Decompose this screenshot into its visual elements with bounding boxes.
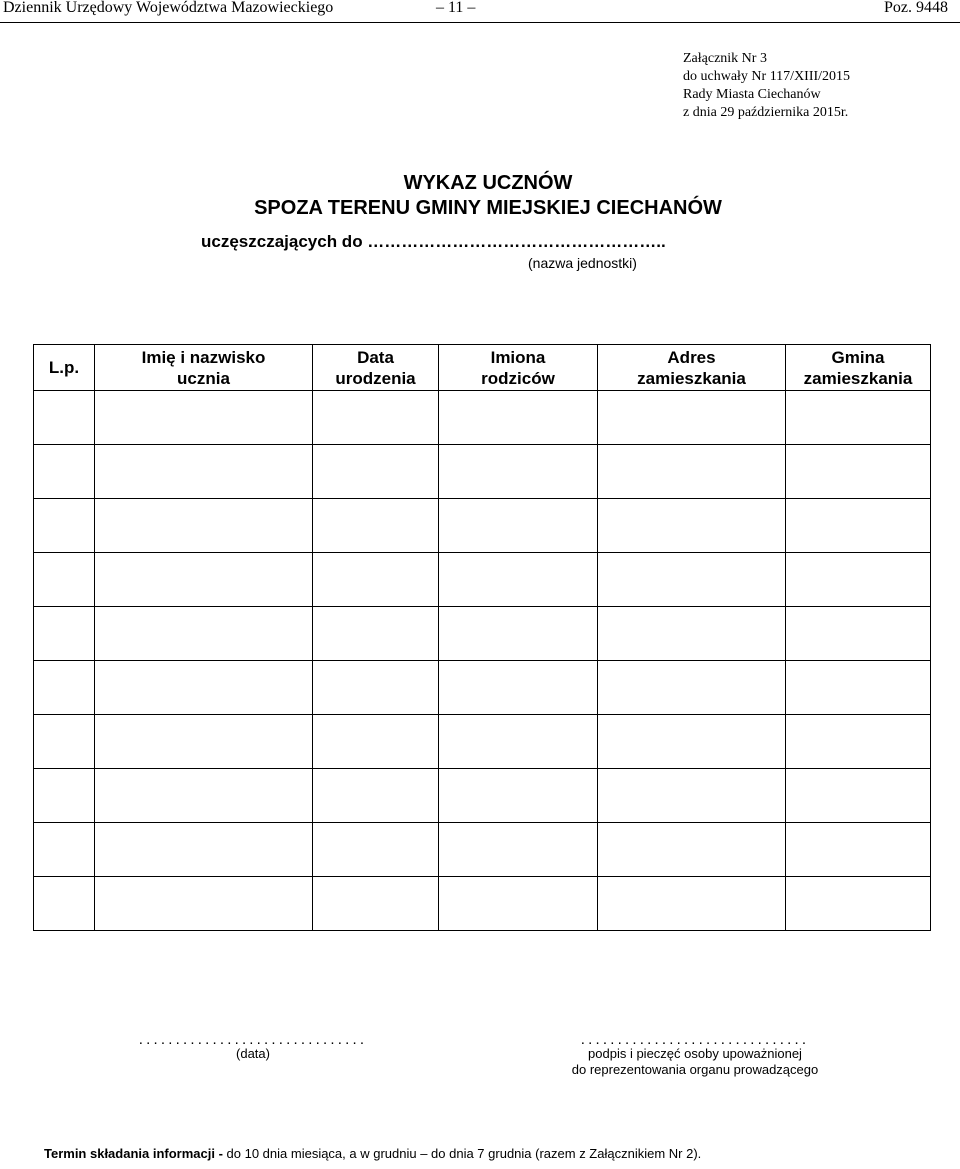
table-cell [598,607,786,661]
table-cell [598,715,786,769]
table-cell [439,391,598,445]
table-cell [786,823,931,877]
table-cell [34,499,95,553]
table-cell [34,877,95,931]
table-cell [598,661,786,715]
table-cell [313,445,439,499]
table-cell [786,391,931,445]
table-cell [439,499,598,553]
signature-caption-2: do reprezentowania organu prowadzącego [571,1062,819,1077]
table-cell [313,823,439,877]
table-row [34,607,931,661]
table-cell [34,607,95,661]
table-cell [95,553,313,607]
table-cell [313,715,439,769]
col-header-lp: L.p. [34,345,95,391]
date-caption: (data) [236,1046,270,1061]
table-cell [313,499,439,553]
table-cell [598,823,786,877]
unit-caption: (nazwa jednostki) [528,255,637,271]
table-cell [439,553,598,607]
table-cell [313,553,439,607]
table-cell [786,769,931,823]
table-row [34,877,931,931]
table-cell [439,445,598,499]
table-cell [313,391,439,445]
table-cell [439,607,598,661]
table-row [34,499,931,553]
col-header-name: Imię i nazwisko ucznia [95,345,313,391]
annex-line: Załącznik Nr 3 [683,51,767,66]
table-cell [95,445,313,499]
table-cell [95,499,313,553]
date-dotted-line: ............................... [138,1031,368,1048]
page-header [0,0,960,23]
table-cell [786,553,931,607]
table-cell [34,823,95,877]
table-cell [598,499,786,553]
table-cell [34,769,95,823]
col-header-parents: Imiona rodziców [439,345,598,391]
table-cell [598,553,786,607]
table-cell [34,661,95,715]
attending-unit-line: uczęszczających do …………………………………………….. [201,232,666,251]
table-cell [313,661,439,715]
table-cell [598,769,786,823]
col-header-birthdate: Data urodzenia [313,345,439,391]
table-cell [95,715,313,769]
page-number: – 11 – [436,0,476,16]
journal-title: Dziennik Urzędowy Województwa Mazowieckiego [3,0,334,16]
table-cell [786,607,931,661]
table-cell [313,769,439,823]
table-cell [598,445,786,499]
table-cell [95,661,313,715]
signature-caption: podpis i pieczęć osoby upoważnionej [588,1046,802,1061]
table-row [34,391,931,445]
table-cell [95,391,313,445]
deadline-note [44,1146,701,1161]
table-cell [786,661,931,715]
col-header-address: Adres zamieszkania [598,345,786,391]
table-cell [34,715,95,769]
table-cell [95,607,313,661]
table-cell [95,769,313,823]
table-cell [439,715,598,769]
annex-note [683,50,850,122]
table-row [34,715,931,769]
authorized-signature-block [530,1031,860,1078]
table-cell [786,499,931,553]
table-cell [786,877,931,931]
table-row [34,769,931,823]
table-cell [95,823,313,877]
date-signature-block [88,1031,418,1062]
annex-line: Rady Miasta Ciechanów [683,87,821,102]
table-cell [598,877,786,931]
table-header-row [34,345,931,391]
table-row [34,661,931,715]
table-cell [95,877,313,931]
table-cell [34,445,95,499]
students-table [33,344,931,931]
position-number: Poz. 9448 [884,0,948,16]
annex-line: z dnia 29 października 2015r. [683,105,849,120]
table-cell [313,607,439,661]
col-header-municipality: Gmina zamieszkania [786,345,931,391]
signature-dotted-line: ............................... [580,1031,810,1048]
table-cell [439,877,598,931]
table-cell [313,877,439,931]
table-cell [439,823,598,877]
annex-line: do uchwały Nr 117/XIII/2015 [683,69,851,84]
table-cell [786,445,931,499]
table-cell [439,769,598,823]
document-title: WYKAZ UCZNÓW [403,172,573,194]
table-cell [439,661,598,715]
table-cell [786,715,931,769]
deadline-text: do 10 dnia miesiąca, a w grudniu – do dnia 7 grudnia (razem z Załącznikiem Nr 2). [222,1146,702,1161]
table-cell [34,553,95,607]
table-cell [34,391,95,445]
document-subtitle: SPOZA TERENU GMINY MIEJSKIEJ CIECHANÓW [254,197,722,219]
table-row [34,553,931,607]
deadline-label: Termin składania informacji - [44,1146,223,1161]
table-row [34,823,931,877]
table-row [34,445,931,499]
table-cell [598,391,786,445]
